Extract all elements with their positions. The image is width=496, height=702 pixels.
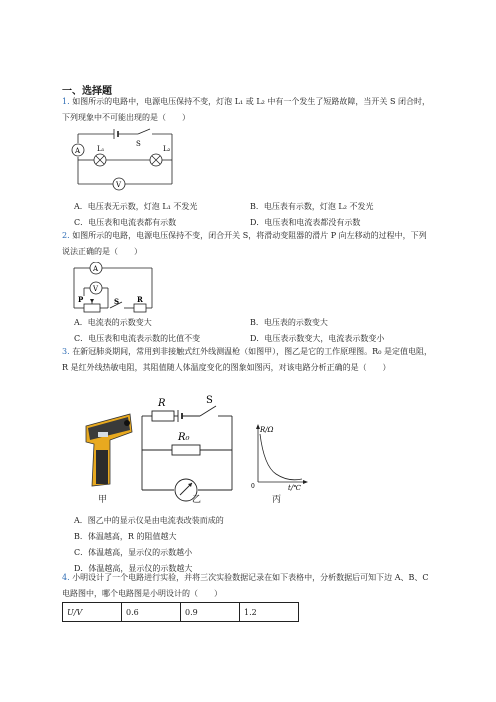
- label-bing: 丙: [272, 495, 282, 505]
- q3-option-b[interactable]: B．体温越高，R 的阻值越大: [74, 532, 177, 541]
- q2-option-c[interactable]: C．电压表和电流表示数的比值不变: [74, 334, 201, 343]
- q3-resistor-r0-label: R₀: [178, 432, 190, 443]
- thermometer-circuit-figure: [140, 394, 236, 504]
- q3-option-a[interactable]: A．图乙中的显示仪是由电流表改装而成的: [74, 516, 224, 525]
- graph-y-label: R/Ω: [260, 426, 274, 434]
- q2-voltmeter-label: V: [93, 285, 99, 293]
- table-cell: 0.9: [181, 603, 240, 622]
- q2-resistor-label: R: [137, 295, 143, 304]
- q1-ammeter-label: A: [75, 147, 81, 155]
- q2-option-b[interactable]: B．电压表的示数变大: [250, 318, 328, 327]
- q1-switch-label: S: [136, 140, 141, 148]
- question-3-stem: 在新冠肺炎期间，常用到非接触式红外线测温枪（如图甲），图乙是它的工作原理图。R₀ 是定值电阻，R 是红外线热敏电阻，其阻值随人体温度变化的图象如图丙，对该电路分析正确的是（ ）: [62, 347, 432, 372]
- question-4-stem: 小明设计了一个电路进行实验，并将三次实验数据记录在如下表格中，分析数据后可知下边 A、B、C 电路图中，哪个电路图是小明设计的（ ）: [62, 573, 429, 598]
- label-yi: 乙: [192, 495, 202, 505]
- data-table: [62, 602, 299, 622]
- q2-switch-label: S: [114, 297, 120, 306]
- q1-lamp1-label: L₁: [97, 145, 105, 153]
- thermometer-gun-figure: [80, 410, 136, 502]
- question-2-number: 2.: [62, 231, 70, 240]
- table-row: [63, 603, 299, 622]
- question-1-stem: 如图所示的电路中，电源电压保持不变，灯泡 L₁ 或 L₂ 中有一个发生了短路故障，当开关 S 闭合时，下列现象中不可能出现的是（ ）: [62, 97, 430, 122]
- graph-x-label: t/℃: [288, 484, 302, 492]
- q1-voltmeter-label: V: [116, 181, 122, 189]
- graph-origin-label: 0: [251, 483, 255, 490]
- table-cell: 0.6: [122, 603, 181, 622]
- question-2-stem: 如图所示的电路，电源电压保持不变，闭合开关 S，将滑动变阻器的滑片 P 向左移动的过程中，下列说法正确的是（ ）: [62, 231, 427, 256]
- q1-option-c[interactable]: C．电压表和电流表都有示数: [74, 218, 177, 227]
- question-1-text: [62, 94, 434, 126]
- q2-option-a[interactable]: A．电流表的示数变大: [74, 318, 152, 327]
- q3-switch-label: S: [206, 395, 213, 406]
- question-2-circuit: [68, 262, 158, 314]
- q3-resistor-r-label: R: [158, 398, 166, 409]
- q1-lamp2-label: L₂: [163, 145, 171, 153]
- table-cell: 1.2: [240, 603, 299, 622]
- question-3-number: 3.: [62, 347, 70, 356]
- section-title: 一、选择题: [62, 86, 112, 97]
- question-3-text: [62, 344, 434, 376]
- q2-option-d[interactable]: D．电压表示数变大，电流表示数变小: [250, 334, 385, 343]
- question-2-text: [62, 228, 434, 260]
- question-1-circuit: [70, 126, 180, 196]
- q1-option-d[interactable]: D．电压表和电流表都没有示数: [250, 218, 361, 227]
- question-1-number: 1.: [62, 97, 70, 106]
- q2-slider-label: P: [78, 295, 84, 304]
- q2-ammeter-label: A: [93, 265, 99, 273]
- resistance-temperature-graph: [250, 422, 310, 492]
- q3-option-c[interactable]: C．体温越高，显示仪的示数越小: [74, 548, 193, 557]
- q3-option-d[interactable]: D．体温越高，显示仪的示数越大: [74, 564, 193, 573]
- question-4-number: 4.: [62, 573, 70, 582]
- label-jia: 甲: [98, 495, 108, 505]
- q1-option-b[interactable]: B．电压表有示数，灯泡 L₂ 不发光: [250, 202, 374, 211]
- table-header-cell: U/V: [63, 603, 122, 622]
- q1-option-a[interactable]: A．电压表无示数，灯泡 L₁ 不发光: [74, 202, 198, 211]
- question-4-text: [62, 570, 434, 602]
